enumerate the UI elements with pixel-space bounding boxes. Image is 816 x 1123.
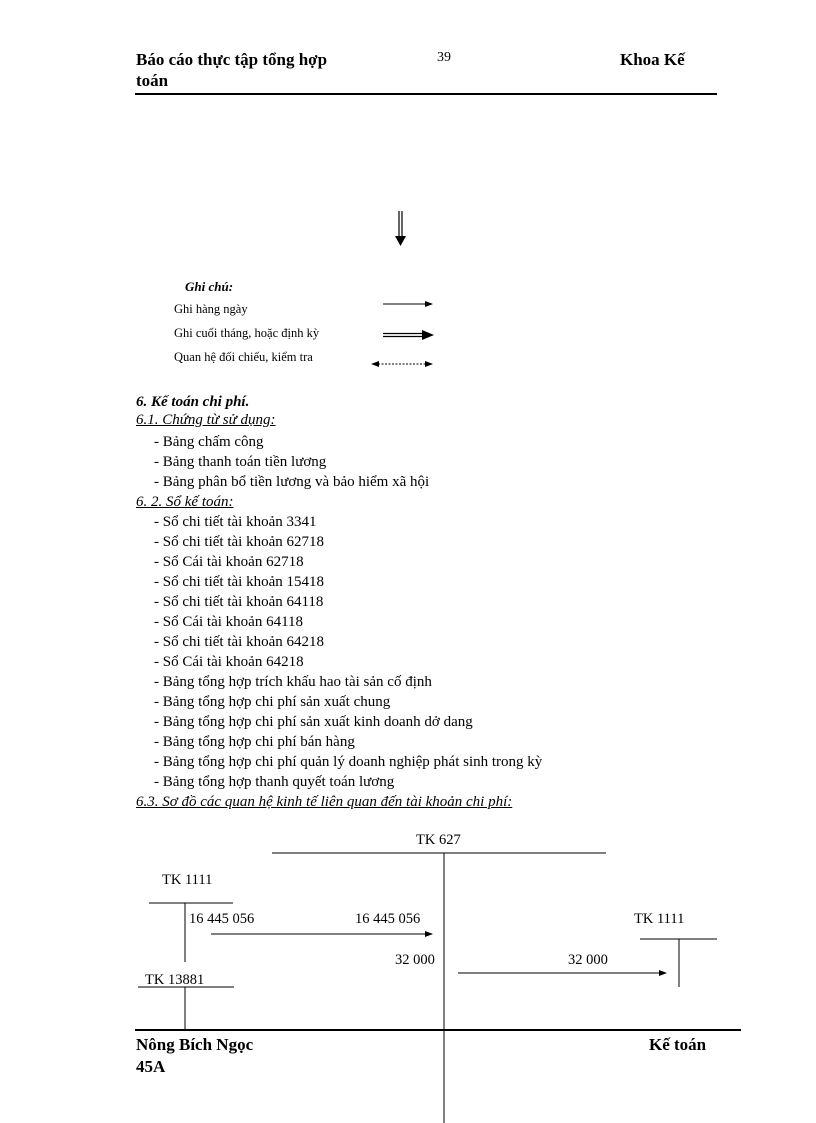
list-item: - Sổ Cái tài khoản 64218: [154, 654, 304, 670]
subsection-documents-title: 6.1. Chứng từ sử dụng:: [136, 412, 276, 428]
header-title-cont: toán: [136, 71, 169, 90]
list-item: - Bảng tổng hợp trích khấu hao tài sản cố định: [154, 674, 432, 690]
down-arrow-icon: [395, 211, 406, 246]
tk627-label: TK 627: [416, 832, 461, 848]
amount-credit-out: 32 000: [395, 952, 435, 968]
list-item: - Sổ Cái tài khoản 62718: [154, 554, 304, 570]
section-title: 6. Kế toán chi phí.: [136, 394, 250, 410]
page-number: 39: [437, 50, 451, 65]
amount-debit-out: 16 445 056: [189, 911, 255, 927]
list-item: - Sổ chi tiết tài khoản 64218: [154, 634, 324, 650]
list-item: - Sổ chi tiết tài khoản 3341: [154, 514, 317, 530]
list-item: - Bảng tổng hợp chi phí quản lý doanh nghiệp phát sinh trong kỳ: [154, 754, 543, 770]
arrow-periodic-icon: [383, 330, 434, 340]
tk1111-left-label: TK 1111: [162, 872, 213, 888]
tk13881-label: TK 13881: [145, 972, 205, 988]
list-item: - Bảng chấm công: [154, 434, 264, 450]
legend-item-periodic: Ghi cuối tháng, hoặc định kỳ: [174, 326, 320, 340]
list-item: - Bảng tổng hợp chi phí sản xuất chung: [154, 694, 391, 710]
list-item: - Bảng tổng hợp chi phí sản xuất kinh doanh dở dang: [154, 714, 473, 730]
header-department: Khoa Kế: [620, 50, 685, 69]
list-item: - Sổ chi tiết tài khoản 64118: [154, 594, 324, 610]
subsection-ledgers-title: 6. 2. Sổ kế toán:: [136, 494, 234, 510]
list-item: - Bảng phân bổ tiền lương và bảo hiểm xã hội: [154, 474, 430, 490]
legend-item-reconcile: Quan hệ đối chiếu, kiểm tra: [174, 350, 313, 364]
list-item: - Bảng tổng hợp chi phí bán hàng: [154, 734, 355, 750]
list-item: - Sổ chi tiết tài khoản 15418: [154, 574, 324, 590]
footer-author: Nông Bích Ngọc: [136, 1035, 254, 1054]
subsection-diagram-title: 6.3. Sơ đồ các quan hệ kinh tế liên quan đến tài khoản chi phí:: [136, 794, 513, 810]
list-item: - Bảng thanh toán tiền lương: [154, 454, 327, 470]
footer-department: Kế toán: [649, 1035, 707, 1054]
list-item: - Bảng tổng hợp thanh quyết toán lương: [154, 774, 395, 790]
list-item: - Sổ chi tiết tài khoản 62718: [154, 534, 324, 550]
legend-item-daily: Ghi hàng ngày: [174, 302, 248, 316]
tk1111-right-label: TK 1111: [634, 911, 685, 927]
legend-title: Ghi chú:: [185, 279, 234, 294]
amount-debit-in: 16 445 056: [355, 911, 421, 927]
header-title: Báo cáo thực tập tổng hợp: [136, 50, 328, 69]
amount-credit-in: 32 000: [568, 952, 608, 968]
footer-class: 45A: [136, 1057, 166, 1076]
section-list: [136, 432, 543, 812]
list-item: - Sổ Cái tài khoản 64118: [154, 614, 304, 630]
